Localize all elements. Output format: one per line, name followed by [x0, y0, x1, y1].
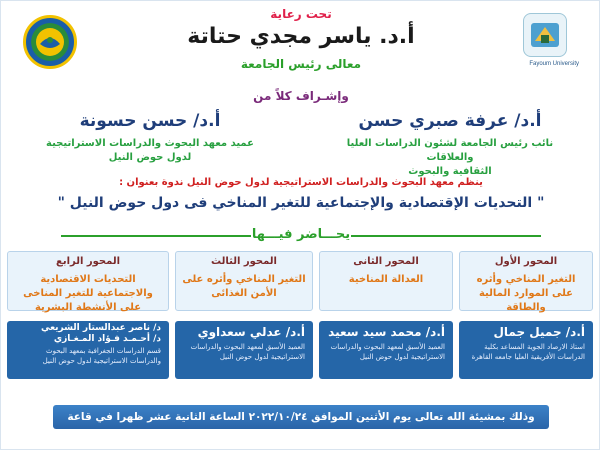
axis-topic: التحديات الاقتصادية والاجتماعية للتغير المناخى على الأنشطة البشرية [23, 274, 153, 313]
axis-card-1 [459, 251, 593, 311]
speaker-role: العميد الأسبق لمعهد البحوث والدراسات الاستراتيجية لدول حوض النيل [330, 343, 445, 361]
axis-card-3 [175, 251, 313, 311]
event-date-banner: وذلك بمشيئة الله تعالى يوم الأثنين الموافق ٢٠٢٢/١٠/٢٤ الساعة الثانية عشر ظهرا في قاعة المؤتمرات بالمعهد [53, 405, 549, 429]
organizer-line: ينظم معهد البحوث والدراسات الاستراتيجية لدول حوض النيل ندوة بعنوان : [119, 177, 483, 188]
supervisor-1 [325, 111, 575, 179]
axis-card-2 [319, 251, 453, 311]
supervisor-role: نائب رئيس الجامعة لشئون الدراسات العليا والعلاقات [346, 138, 554, 163]
university-logo-caption: Fayoum University [529, 61, 579, 67]
axis-heading: المحور الثالث [211, 256, 277, 267]
axis-topic: التغير المناخي وأثره على الموارد المالية والطاقة [476, 274, 576, 313]
speaker-name: أ.د/ عدلي سعداوي [197, 325, 305, 339]
supervisor-role: عميد معهد البحوث والدراسات الاستراتيجية [46, 138, 254, 149]
axis-heading: المحور الثانى [353, 256, 419, 267]
speaker-role: استاذ الارصاد الجوية المساعد بكلية الدراسات الأفريقية العليا جامعه القاهرة [471, 343, 585, 361]
speaker-card-1 [459, 321, 593, 379]
axis-heading: المحور الأول [494, 256, 558, 267]
speakers-label: يحـــاضر فيـــها [251, 227, 351, 242]
patron-label: تحت رعاية [270, 7, 332, 21]
speaker-card-4 [7, 321, 169, 379]
speaker-name: أ.د/ محمد سيد سعيد [328, 325, 445, 339]
axis-topic: العدالة المناخية [348, 274, 424, 285]
supervision-label: وإشـراف كلاً من [253, 89, 349, 103]
speaker-name: د/ أحـمـد فـؤاد المـغـازي [53, 334, 161, 344]
speaker-name: د/ ناصر عبدالستار الشريعي [40, 323, 161, 333]
supervisor-role: الثقافية والبحوث [408, 166, 492, 177]
speaker-card-3 [175, 321, 313, 379]
symposium-title: " التحديات الإقتصادية والإجتماعية للتغير المناخي فى دول حوض النيل " [57, 195, 545, 211]
speaker-name: أ.د/ جميل جمال [493, 325, 585, 339]
supervisor-role: لدول حوض النيل [108, 152, 192, 163]
axis-topic: التغير المناخي وأثره على الأمن الغذائى [182, 274, 306, 299]
patron-title: معالى رئيس الجامعة [240, 57, 362, 71]
supervisor-name: أ.د/ عرفة صبري حسن [358, 111, 542, 131]
supervisor-name: أ.د/ حسن حسونة [79, 111, 221, 131]
patron-name: أ.د. ياسر مجدي حتاتة [187, 24, 415, 49]
supervisor-2 [25, 111, 275, 165]
speaker-role: العميد الأسبق لمعهد البحوث والدراسات الاستراتيجية لدول حوض النيل [190, 343, 305, 361]
speaker-role: قسم الدراسات الجغرافية بمعهد البحوث والدراسات الاستراتيجية لدول حوض النيل [42, 347, 161, 365]
axis-heading: المحور الرابع [55, 256, 121, 267]
axis-card-4 [7, 251, 169, 311]
divider [351, 235, 541, 237]
speaker-card-2 [319, 321, 453, 379]
